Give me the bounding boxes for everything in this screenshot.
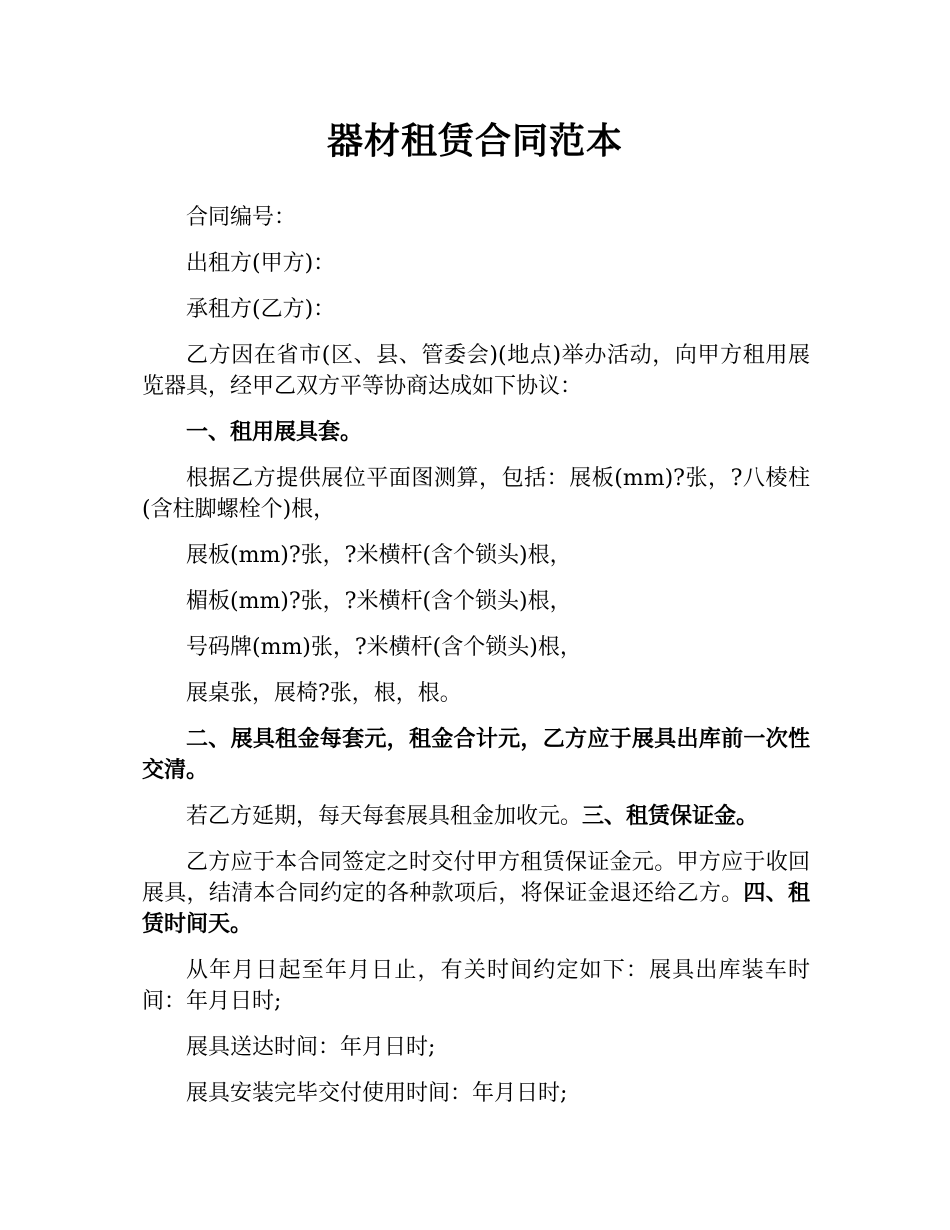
section-3-heading: 三、租赁保证金。 bbox=[582, 804, 759, 829]
section-4-paragraph: 展具安装完毕交付使用时间：年月日时; bbox=[186, 1081, 568, 1106]
lessor-line: 出租方(甲方)： bbox=[186, 251, 336, 276]
section-2-heading: 二、展具租金每套元，租金合计元，乙方应于展具出库前一次性交清。 bbox=[142, 727, 810, 783]
section-4-paragraph: 展具送达时间：年月日时; bbox=[186, 1035, 436, 1060]
section-1-paragraph: 展桌张，展椅?张，根，根。 bbox=[186, 681, 462, 706]
document-title: 器材租赁合同范本 bbox=[326, 121, 623, 162]
lessee-line: 承租方(乙方)： bbox=[186, 297, 336, 322]
section-1-paragraph: 根据乙方提供展位平面图测算，包括：展板(mm)?张，?八棱柱(含柱脚螺栓个)根， bbox=[142, 466, 810, 522]
section-4-paragraph: 从年月日起至年月日止，有关时间约定如下：展具出库装车时间：年月日时; bbox=[142, 958, 810, 1014]
document-body bbox=[142, 202, 810, 1124]
section-4-heading: 四、租赁时间天。 bbox=[142, 881, 810, 937]
section-3-paragraph bbox=[142, 847, 810, 940]
section-1-heading: 一、租用展具套。 bbox=[186, 420, 363, 445]
section-1-paragraph: 楣板(mm)?张，?米横杆(含个锁头)根， bbox=[186, 589, 572, 614]
section-3-text: 乙方应于本合同签定之时交付甲方租赁保证金元。甲方应于收回展具，结清本合同约定的各种款项后，将保证金退还给乙方。 bbox=[142, 850, 810, 906]
section-2-text: 若乙方延期，每天每套展具租金加收元。 bbox=[186, 804, 583, 829]
section-2-paragraph bbox=[142, 801, 810, 832]
section-1-paragraph: 展板(mm)?张，?米横杆(含个锁头)根， bbox=[186, 543, 572, 568]
section-1-paragraph: 号码牌(mm)张，?米横杆(含个锁头)根， bbox=[186, 635, 582, 660]
intro-paragraph: 乙方因在省市(区、县、管委会)(地点)举办活动，向甲方租用展览器具，经甲乙双方平等协商达成如下协议： bbox=[142, 343, 810, 399]
contract-number-line: 合同编号： bbox=[186, 205, 297, 230]
